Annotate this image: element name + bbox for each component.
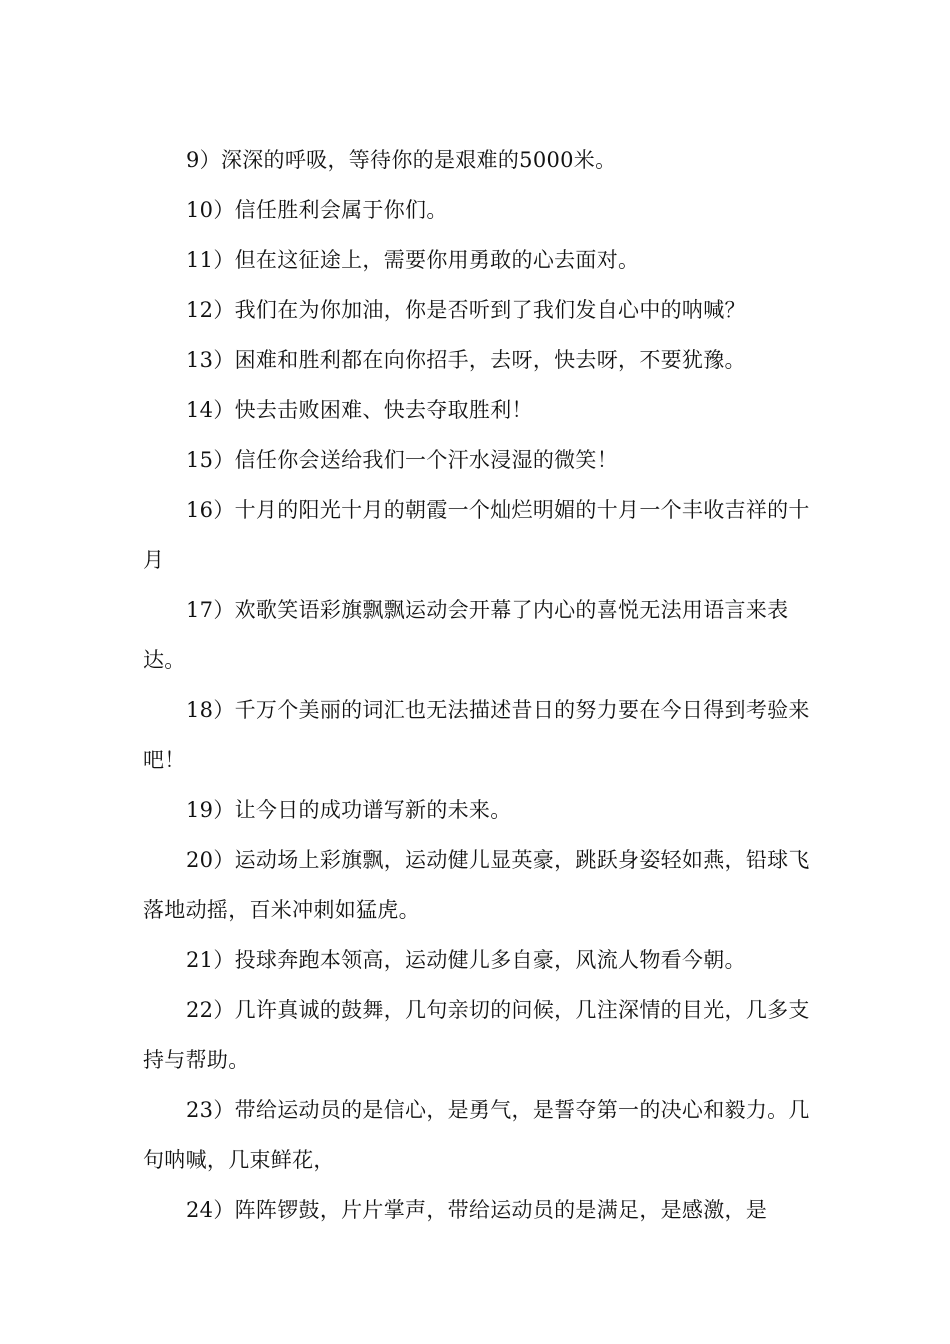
paragraph-11: 11）但在这征途上，需要你用勇敢的心去面对。 — [186, 248, 640, 272]
paragraph-16: 16）十月的阳光十月的朝霞一个灿烂明媚的十月一个丰收吉祥的十月 — [143, 498, 810, 572]
paragraph-24: 24）阵阵锣鼓，片片掌声，带给运动员的是满足，是感激，是 — [186, 1198, 768, 1222]
paragraph-19: 19）让今日的成功谱写新的未来。 — [186, 798, 512, 822]
paragraph-14: 14）快去击败困难、快去夺取胜利！ — [186, 398, 533, 422]
document-body — [143, 135, 823, 1235]
paragraph-10: 10）信任胜利会属于你们。 — [186, 198, 448, 222]
paragraph-20: 20）运动场上彩旗飘，运动健儿显英豪，跳跃身姿轻如燕，铅球飞落地动摇，百米冲刺如猛虎。 — [143, 848, 810, 922]
paragraph-21: 21）投球奔跑本领高，运动健儿多自豪，风流人物看今朝。 — [186, 948, 746, 972]
paragraph-9: 9）深深的呼吸，等待你的是艰难的5000米。 — [186, 148, 617, 172]
paragraph-22: 22）几许真诚的鼓舞，几句亲切的问候，几注深情的目光，几多支持与帮助。 — [143, 998, 810, 1072]
paragraph-13: 13）困难和胜利都在向你招手，去呀，快去呀，不要犹豫。 — [186, 348, 746, 372]
paragraph-23: 23）带给运动员的是信心，是勇气，是誓夺第一的决心和毅力。几句呐喊，几束鲜花， — [143, 1098, 810, 1172]
paragraph-15: 15）信任你会送给我们一个汗水浸湿的微笑！ — [186, 448, 619, 472]
paragraph-12: 12）我们在为你加油，你是否听到了我们发自心中的呐喊？ — [186, 298, 746, 322]
paragraph-17: 17）欢歌笑语彩旗飘飘运动会开幕了内心的喜悦无法用语言来表达。 — [143, 598, 789, 672]
paragraph-18: 18）千万个美丽的词汇也无法描述昔日的努力要在今日得到考验来吧！ — [143, 698, 810, 772]
